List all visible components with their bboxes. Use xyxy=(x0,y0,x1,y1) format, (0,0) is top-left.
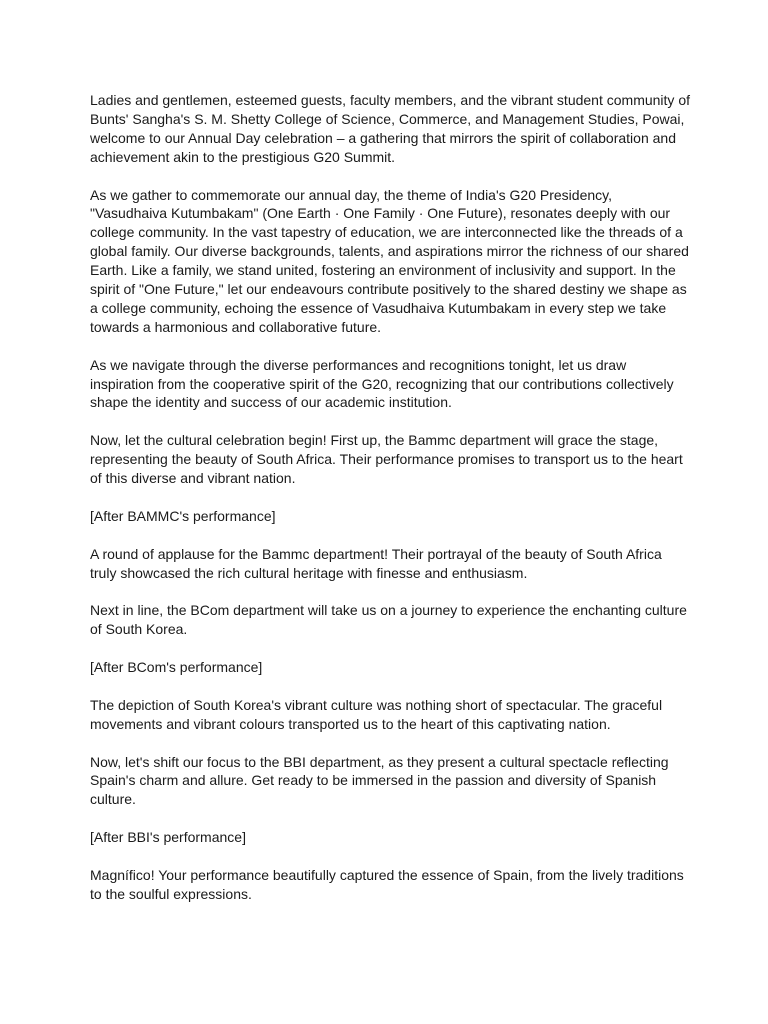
paragraph-bcom-intro: Next in line, the BCom department will take us on a journey to experience the enchanting culture of South Korea. xyxy=(90,602,687,638)
paragraph-bbi-applause: Magnífico! Your performance beautifully captured the essence of Spain, from the lively traditions to the soulful expressions. xyxy=(90,866,684,902)
paragraph-bcom-applause: The depiction of South Korea's vibrant culture was nothing short of spectacular. The graceful movements and vibrant colours transported us to the heart of this captivating nation. xyxy=(90,696,663,732)
stage-note-after-bcom: [After BCom's performance] xyxy=(90,659,263,676)
paragraph-inspiration: As we navigate through the diverse performances and recognitions tonight, let us draw inspiration from the cooperative spirit of the G20, recognizing that our contributions collectively shape the identity and success of our academic institution. xyxy=(90,356,674,411)
paragraph-bbi-intro: Now, let's shift our focus to the BBI department, as they present a cultural spectacle reflecting Spain's charm and allure. Get ready to be immersed in the passion and diversity of Spanish culture. xyxy=(90,753,669,808)
paragraph-welcome: Ladies and gentlemen, esteemed guests, faculty members, and the vibrant student community of Bunts' Sangha's S. M. Shetty College of Science, Commerce, and Management Studies, Powai, welcome to our Annual Day celebration – a gathering that mirrors the spirit of collaboration and achievement akin to the prestigious G20 Summit. xyxy=(90,92,690,165)
document-page xyxy=(90,91,690,923)
paragraph-g20-theme: As we gather to commemorate our annual day, the theme of India's G20 Presidency, "Vasudhaiva Kutumbakam" (One Earth · One Family · One Future), resonates deeply with our college community. In the vast tapestry of education, we are interconnected like the threads of a global family. Our diverse backgrounds, talents, and aspirations mirror the richness of our shared Earth. Like a family, we stand united, fostering an environment of inclusivity and support. In the spirit of "One Future," let our endeavours contribute positively to the shared destiny we shape as a college community, echoing the essence of Vasudhaiva Kutumbakam in every step we take towards a harmonious and collaborative future. xyxy=(90,186,689,335)
paragraph-bammc-applause: A round of applause for the Bammc department! Their portrayal of the beauty of South Africa truly showcased the rich cultural heritage with finesse and enthusiasm. xyxy=(90,545,662,581)
stage-note-after-bbi: [After BBI's performance] xyxy=(90,829,246,846)
stage-note-after-bammc: [After BAMMC's performance] xyxy=(90,507,276,524)
paragraph-bammc-intro: Now, let the cultural celebration begin! First up, the Bammc department will grace the stage, representing the beauty of South Africa. Their performance promises to transport us to the heart of this diverse and vibrant nation. xyxy=(90,432,683,487)
